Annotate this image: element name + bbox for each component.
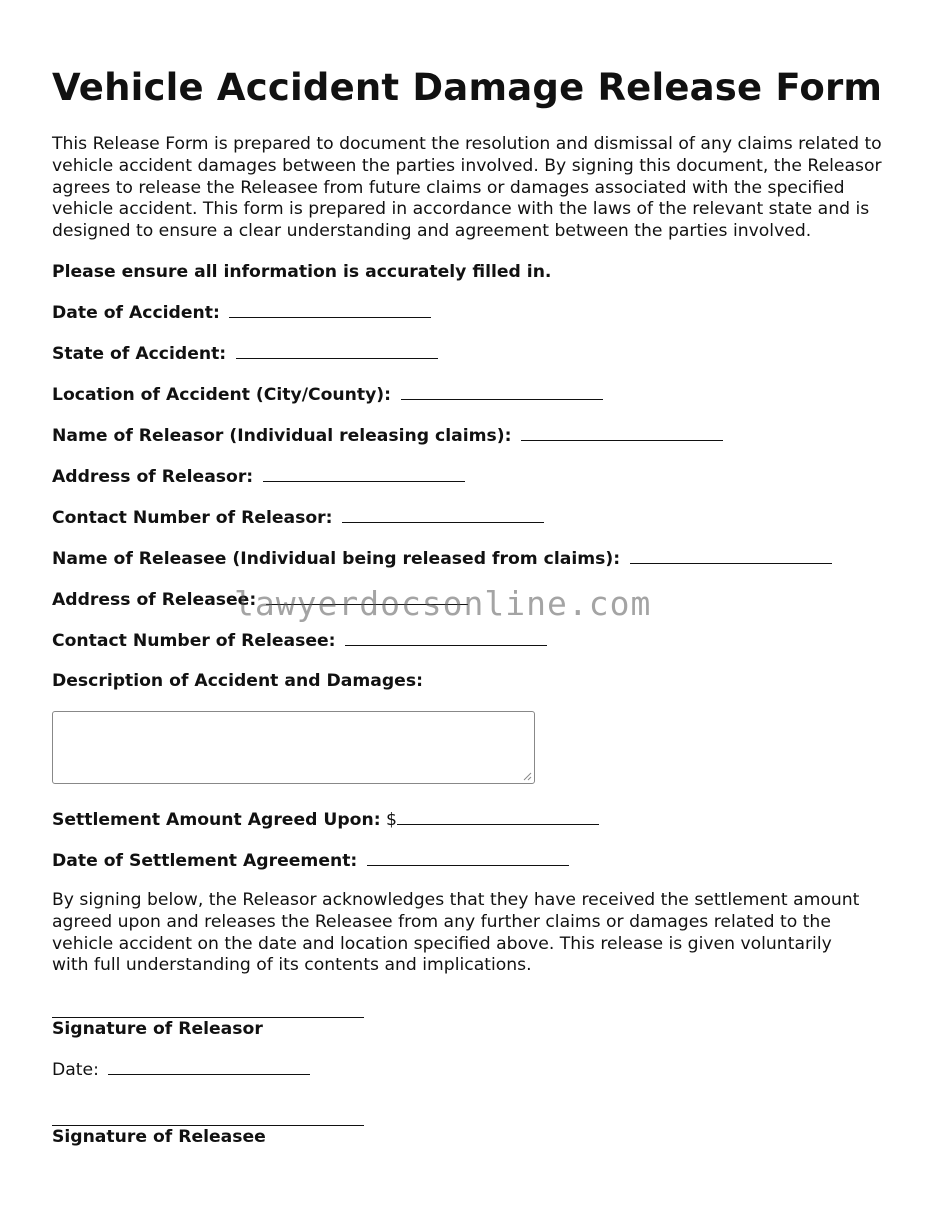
contact-releasor-row <box>52 506 892 529</box>
date-of-accident-row <box>52 301 892 324</box>
intro-paragraph: This Release Form is prepared to document the resolution and dismissal of any claims related to vehicle accident damages between the parties involved. By signing this document, the Releasor agrees to release the Releasee from future claims or damages associated with the specified vehicle accident. This form is prepared in accordance with the laws of the relevant state and is designed to ensure a clear understanding and agreement between the parties involved. <box>52 134 882 242</box>
date-of-settlement-label: Date of Settlement Agreement: <box>52 850 358 871</box>
releasor-signature-label: Signature of Releasor <box>52 1019 263 1040</box>
location-of-accident-label: Location of Accident (City/County): <box>52 384 392 405</box>
name-of-releasee-field[interactable] <box>630 547 832 564</box>
location-of-accident-row <box>52 383 892 406</box>
contact-releasor-label: Contact Number of Releasor: <box>52 507 333 528</box>
signature-date-label: Date: <box>52 1060 99 1081</box>
name-of-releasor-row <box>52 424 892 447</box>
signature-date-field[interactable] <box>108 1058 310 1075</box>
settlement-amount-field[interactable] <box>397 808 599 825</box>
state-of-accident-field[interactable] <box>236 342 438 359</box>
resize-grip-icon[interactable] <box>523 772 532 781</box>
releasee-signature-label: Signature of Releasee <box>52 1127 266 1148</box>
page-title: Vehicle Accident Damage Release Form <box>52 66 883 109</box>
fill-notice: Please ensure all information is accurately filled in. <box>52 261 552 282</box>
date-of-accident-field[interactable] <box>229 301 431 318</box>
address-of-releasee-label: Address of Releasee: <box>52 589 257 610</box>
description-textarea[interactable] <box>52 711 535 784</box>
name-of-releasor-field[interactable] <box>521 424 723 441</box>
location-of-accident-field[interactable] <box>401 383 603 400</box>
name-of-releasor-label: Name of Releasor (Individual releasing claims): <box>52 425 512 446</box>
address-of-releasor-field[interactable] <box>263 465 465 482</box>
name-of-releasee-label: Name of Releasee (Individual being released from claims): <box>52 548 621 569</box>
settlement-amount-label: Settlement Amount Agreed Upon: <box>52 809 381 830</box>
address-of-releasor-label: Address of Releasor: <box>52 466 254 487</box>
state-of-accident-row <box>52 342 892 365</box>
releasee-signature-line[interactable] <box>52 1107 364 1126</box>
address-of-releasor-row <box>52 465 892 488</box>
contact-releasee-label: Contact Number of Releasee: <box>52 630 336 651</box>
contact-releasor-field[interactable] <box>342 506 544 523</box>
date-of-settlement-row <box>52 849 892 872</box>
settlement-amount-row <box>52 808 892 831</box>
description-row <box>52 670 892 692</box>
currency-symbol: $ <box>386 809 397 830</box>
name-of-releasee-row <box>52 547 892 570</box>
description-label: Description of Accident and Damages: <box>52 670 423 691</box>
date-of-accident-label: Date of Accident: <box>52 302 220 323</box>
watermark: lawyerdocsonline.com <box>234 584 652 623</box>
releasor-signature-line[interactable] <box>52 999 364 1018</box>
contact-releasee-field[interactable] <box>345 629 547 646</box>
signature-date-row <box>52 1058 892 1081</box>
acknowledgement-paragraph: By signing below, the Releasor acknowledges that they have received the settlement amount agreed upon and releases the Releasee from any further claims or damages related to the vehicle accident on the date and location specified above. This release is given voluntarily with full understanding of its contents and implications. <box>52 889 860 976</box>
contact-releasee-row <box>52 629 892 652</box>
state-of-accident-label: State of Accident: <box>52 343 227 364</box>
date-of-settlement-field[interactable] <box>367 849 569 866</box>
